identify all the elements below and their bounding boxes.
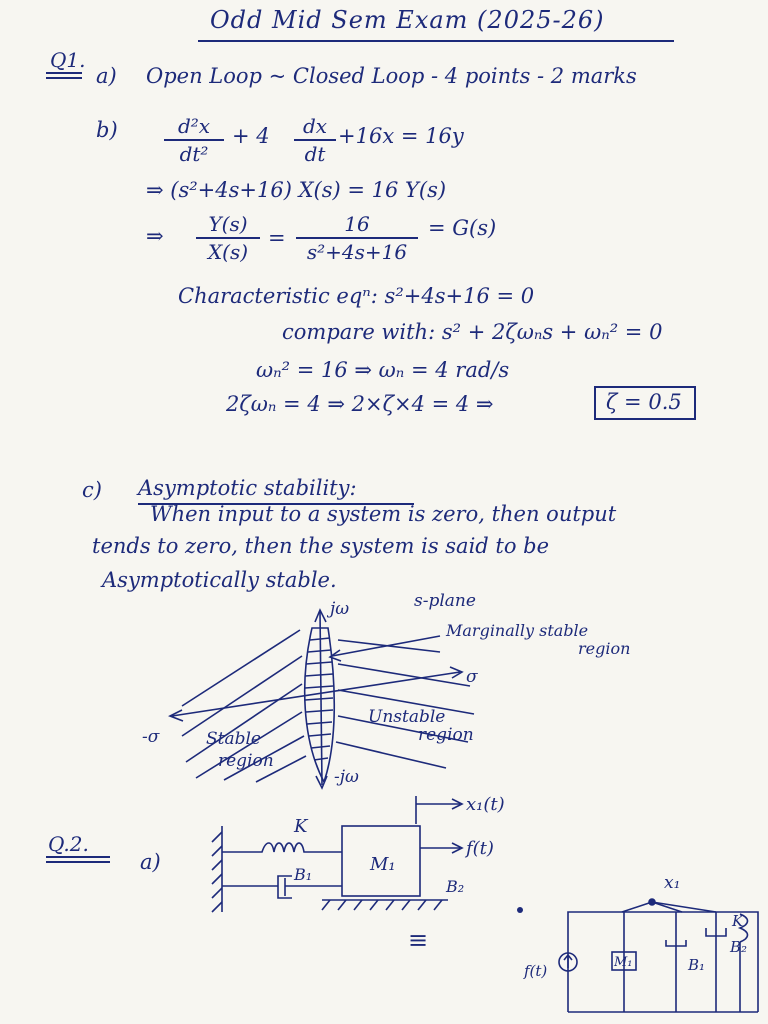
ode-first-derivative-num: dx — [302, 114, 328, 138]
ode-first-derivative-den: dt — [304, 142, 326, 166]
marginal-label-2: region — [578, 639, 631, 658]
ode-plus-four: + 4 — [232, 124, 270, 148]
tf-rhs-den: s²+4s+16 — [306, 240, 408, 264]
unstable-label-1: Unstable — [368, 707, 446, 727]
unstable-label-2: region — [418, 725, 474, 745]
tf-lhs-num: Y(s) — [208, 212, 248, 236]
tf-name: = G(s) — [428, 216, 497, 240]
sigma-label: σ — [466, 667, 478, 687]
damping-calculation: 2ζωₙ = 4 ⇒ 2×ζ×4 = 4 ⇒ — [226, 392, 494, 416]
circuit-b2-label: B₂ — [730, 938, 748, 956]
mass-label: M₁ — [370, 854, 396, 875]
neg-sigma-label: -σ — [142, 727, 160, 747]
characteristic-equation: Characteristic eqⁿ: s²+4s+16 = 0 — [178, 284, 535, 308]
asymptotic-heading: Asymptotic stability: — [138, 476, 357, 500]
damper-b2-label: B₂ — [446, 877, 465, 896]
source-label: f(t) — [524, 962, 548, 980]
s-plane-label: s-plane — [414, 591, 476, 611]
jw-label: jω — [330, 599, 350, 619]
implies-arrow: ⇒ — [146, 224, 164, 248]
ink-dot — [517, 907, 523, 913]
q1a-marker: a) — [96, 64, 117, 88]
laplace-equation: ⇒ (s²+4s+16) X(s) = 16 Y(s) — [146, 178, 447, 202]
node-label: x₁ — [664, 873, 681, 893]
displacement-label: x₁(t) — [466, 794, 505, 815]
neg-jw-label: -jω — [334, 767, 359, 787]
marginal-label-1: Marginally stable — [446, 621, 589, 640]
stable-label-2: region — [218, 751, 274, 771]
definition-line-2: tends to zero, then the system is said to be — [92, 534, 550, 558]
tf-equals: = — [268, 226, 286, 250]
damping-result: ζ = 0.5 — [606, 390, 682, 414]
compare-equation: compare with: s² + 2ζωₙs + ωₙ² = 0 — [282, 320, 663, 344]
equivalent-symbol: ≡ — [408, 926, 429, 954]
q1a-text: Open Loop ~ Closed Loop - 4 points - 2 marks — [146, 64, 637, 88]
stable-label-1: Stable — [206, 729, 261, 749]
tf-rhs-num: 16 — [344, 212, 370, 236]
definition-line-1: When input to a system is zero, then output — [150, 502, 617, 526]
spring-label: K — [294, 816, 308, 837]
ode-right-side: +16x = 16y — [338, 124, 464, 148]
q1b-marker: b) — [96, 118, 118, 142]
page-title: Odd Mid Sem Exam (2025-26) — [210, 6, 605, 34]
circuit-mass-label: M₁ — [614, 955, 633, 970]
damper-b1-label: B₁ — [294, 865, 313, 884]
definition-line-3: Asymptotically stable. — [102, 568, 337, 592]
circuit-outer-loop — [568, 912, 758, 1012]
question-1-label: Q1. — [50, 48, 86, 72]
q1c-marker: c) — [82, 478, 102, 502]
circuit-b1-label: B₁ — [688, 956, 706, 974]
natural-frequency: ωₙ² = 16 ⇒ ωₙ = 4 rad/s — [256, 358, 510, 382]
ode-second-derivative-num: d²x — [177, 114, 211, 138]
circuit-k-label: K — [732, 912, 744, 930]
question-2-label: Q.2. — [48, 832, 89, 856]
tf-lhs-den: X(s) — [207, 240, 249, 264]
ode-second-derivative-den: dt² — [179, 142, 209, 166]
q2a-marker: a) — [140, 850, 161, 874]
force-label: f(t) — [466, 838, 494, 859]
